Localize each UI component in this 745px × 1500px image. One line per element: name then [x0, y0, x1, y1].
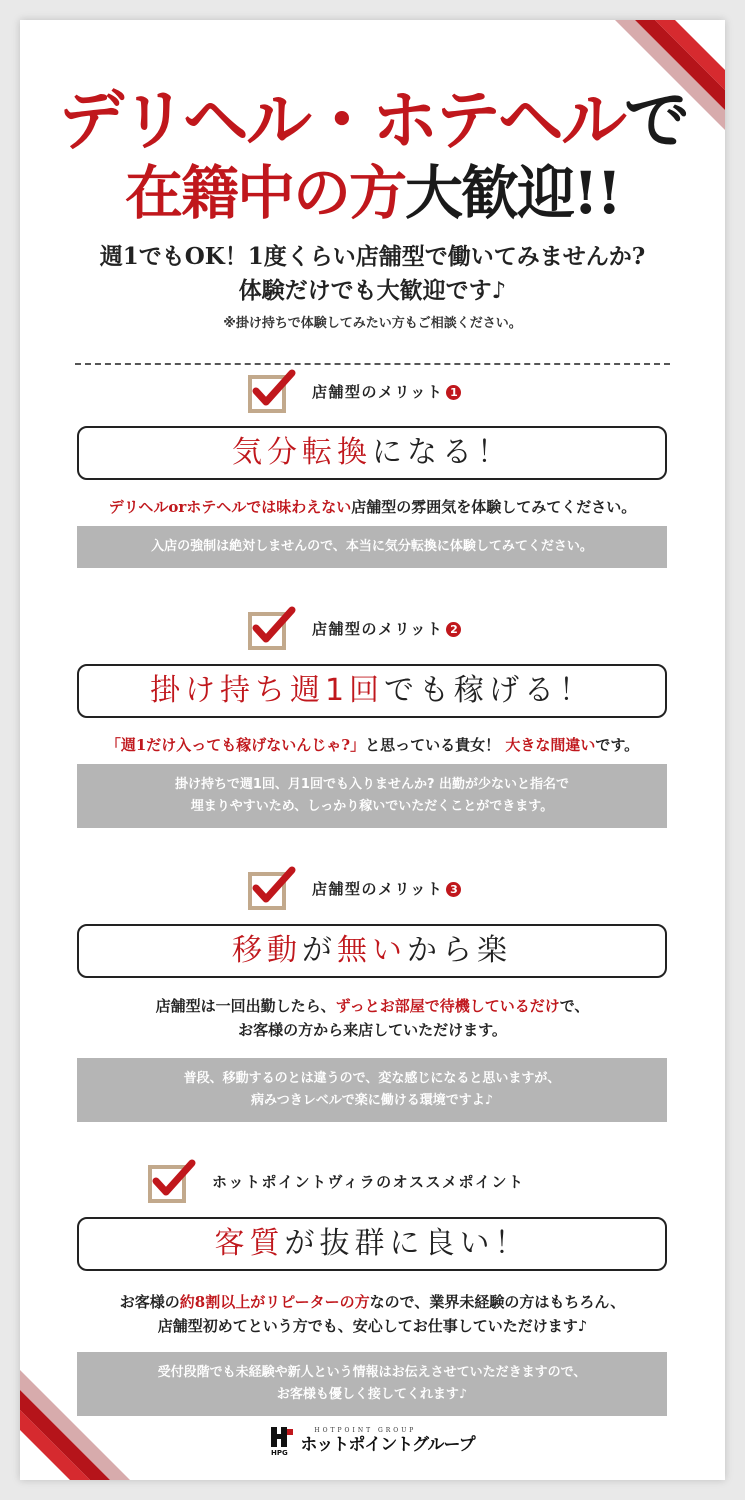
gray-note-box-1: 入店の強制は絶対しませんので、本当に気分転換に体験してみてください。: [77, 526, 667, 568]
logo-small-text: HOTPOINT GROUP: [314, 1427, 417, 1434]
headline-box-4: 客質が抜群に良い！: [77, 1217, 667, 1271]
checkbox-check-icon: [248, 606, 296, 650]
svg-text:HPG: HPG: [271, 1449, 289, 1456]
number-badge: 1: [446, 385, 461, 400]
main-title-line2: 在籍中の方大歓迎!!: [125, 159, 620, 227]
dashed-divider: [75, 363, 670, 365]
description-3: 店舗型は一回出勤したら、ずっとお部屋で待機しているだけで、 お客様の方から来店していただけます。: [155, 997, 590, 1039]
checkbox-check-icon: [148, 1159, 196, 1203]
hotpoint-group-logo: [20, 1426, 725, 1456]
flyer-card: [20, 20, 725, 1480]
hpg-logo-icon: [270, 1426, 294, 1456]
checkbox-check-icon: [248, 866, 296, 910]
headline-box-2: 掛け持ち週1回でも稼げる！: [77, 664, 667, 718]
main-title-line1: デリヘル・ホテヘルで: [58, 81, 687, 159]
section-heading-1: 店舗型のメリット 1: [248, 369, 461, 413]
number-badge: 2: [446, 622, 461, 637]
subtitle-line1: 週1でもOK！1度くらい店舗型で働いてみませんか?: [99, 243, 646, 270]
section-heading-4: ホットポイントヴィラのオススメポイント: [148, 1159, 524, 1203]
note-text: ※掛け持ちで体験してみたい方もご相談ください。: [223, 316, 522, 331]
subtitle-line2: 体験だけでも大歓迎です♪: [238, 277, 507, 304]
number-badge: 3: [446, 882, 461, 897]
headline-box-1: 気分転換になる！: [77, 426, 667, 480]
checkbox-check-icon: [248, 369, 296, 413]
description-1: デリヘルorホテヘルでは味わえない店舗型の雰囲気を体験してみてください。: [108, 498, 637, 516]
description-2: 「週1だけ入っても稼げないんじゃ?」と思っている貴女！ 大きな間違いです。: [105, 736, 640, 754]
gray-note-box-2: 掛け持ちで週1回、月1回でも入りませんか? 出勤が少ないと指名で 埋まりやすいため、しっかり稼いでいただくことができます。: [77, 764, 667, 828]
gray-note-box-3: 普段、移動するのとは違うので、変な感じになると思いますが、 病みつきレベルで楽に働ける環境ですよ♪: [77, 1058, 667, 1122]
section-heading-2: 店舗型のメリット 2: [248, 606, 461, 650]
description-4: お客様の約8割以上がリピーターの方なので、業界未経験の方はもちろん、 店舗型初めてという方でも、安心してお仕事していただけます♪: [119, 1293, 626, 1335]
headline-box-3: 移動が無いから楽: [77, 924, 667, 978]
logo-main-text: ホットポイントグループ: [300, 1435, 475, 1455]
section-heading-3: 店舗型のメリット 3: [248, 866, 461, 910]
gray-note-box-4: 受付段階でも未経験や新人という情報はお伝えさせていただきますので、 お客様も優しく接してくれます♪: [77, 1352, 667, 1416]
